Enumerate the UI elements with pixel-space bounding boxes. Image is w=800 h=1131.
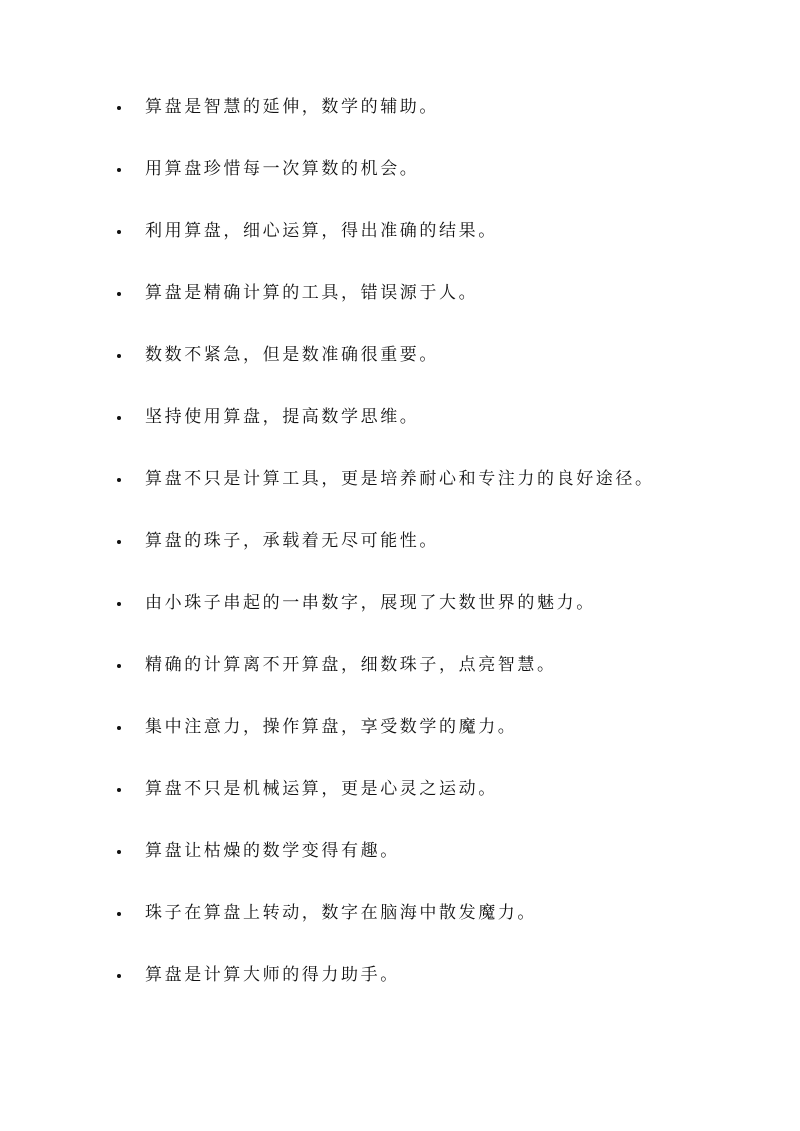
list-item-text: 坚持使用算盘，提高数学思维。: [145, 407, 420, 427]
list-item: [117, 91, 757, 153]
list-item: [117, 649, 757, 711]
bullet-point-icon: [117, 912, 121, 916]
list-item: [117, 463, 757, 525]
bullet-point-icon: [117, 354, 121, 358]
bullet-point-icon: [117, 726, 121, 730]
list-item: [117, 897, 757, 959]
list-item: [117, 773, 757, 835]
list-item-text: 算盘是计算大师的得力助手。: [145, 965, 400, 985]
list-item-text: 数数不紧急，但是数准确很重要。: [145, 345, 439, 365]
list-item: [117, 525, 757, 587]
bullet-point-icon: [117, 106, 121, 110]
bullet-point-icon: [117, 664, 121, 668]
list-item-text: 算盘的珠子，承载着无尽可能性。: [145, 531, 439, 551]
list-item: [117, 215, 757, 277]
list-item-text: 精确的计算离不开算盘，细数珠子，点亮智慧。: [145, 655, 557, 675]
list-item-text: 算盘是精确计算的工具，错误源于人。: [145, 283, 479, 303]
bullet-list: [117, 91, 757, 1021]
list-item-text: 算盘让枯燥的数学变得有趣。: [145, 841, 400, 861]
bullet-point-icon: [117, 788, 121, 792]
list-item: [117, 959, 757, 1021]
list-item: [117, 835, 757, 897]
list-item-text: 由小珠子串起的一串数字，展现了大数世界的魅力。: [145, 593, 596, 613]
bullet-point-icon: [117, 974, 121, 978]
list-item: [117, 711, 757, 773]
list-item: [117, 277, 757, 339]
bullet-point-icon: [117, 478, 121, 482]
bullet-point-icon: [117, 540, 121, 544]
bullet-point-icon: [117, 416, 121, 420]
list-item: [117, 339, 757, 401]
list-item-text: 算盘不只是计算工具，更是培养耐心和专注力的良好途径。: [145, 469, 655, 489]
bullet-point-icon: [117, 292, 121, 296]
list-item-text: 算盘是智慧的延伸，数学的辅助。: [145, 97, 439, 117]
list-item-text: 算盘不只是机械运算，更是心灵之运动。: [145, 779, 498, 799]
list-item: [117, 587, 757, 649]
list-item: [117, 153, 757, 215]
list-item-text: 用算盘珍惜每一次算数的机会。: [145, 159, 420, 179]
list-item: [117, 401, 757, 463]
list-item-text: 集中注意力，操作算盘，享受数学的魔力。: [145, 717, 518, 737]
list-item-text: 珠子在算盘上转动，数字在脑海中散发魔力。: [145, 903, 537, 923]
bullet-point-icon: [117, 602, 121, 606]
list-item-text: 利用算盘，细心运算，得出准确的结果。: [145, 221, 498, 241]
bullet-point-icon: [117, 230, 121, 234]
bullet-point-icon: [117, 168, 121, 172]
bullet-point-icon: [117, 850, 121, 854]
